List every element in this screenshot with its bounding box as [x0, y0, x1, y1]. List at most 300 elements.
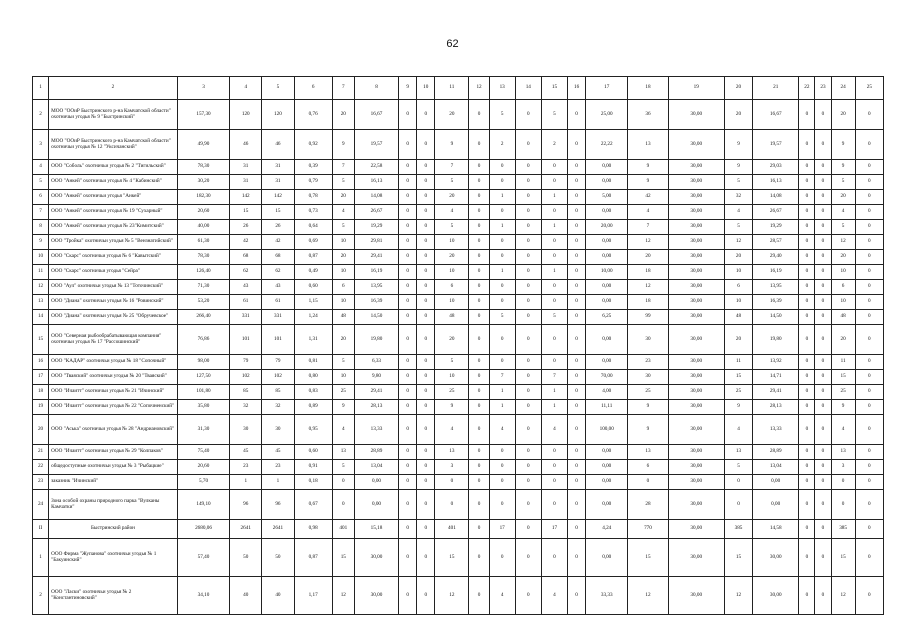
table-cell: 0: [417, 415, 435, 445]
table-cell: 0: [469, 539, 489, 577]
table-cell: 4: [33, 160, 49, 175]
table-cell: 0: [855, 490, 883, 520]
table-cell: 30,00: [753, 539, 799, 577]
table-cell: 0: [628, 475, 668, 490]
table-cell: 5: [541, 100, 567, 130]
table-cell: 99: [628, 310, 668, 325]
table-row: [33, 385, 884, 400]
table-cell: 0: [469, 415, 489, 445]
table-cell: 0: [855, 310, 883, 325]
table-cell: 31: [262, 160, 294, 175]
header-cell: 13: [489, 77, 515, 100]
table-cell: 15: [628, 539, 668, 577]
table-cell: 11,11: [586, 400, 628, 415]
table-cell: 0: [469, 250, 489, 265]
name-cell: ООО "КАДАР" охотничьи угодья № 18 "Сопочный": [49, 355, 178, 370]
table-cell: 30,00: [668, 385, 724, 400]
table-cell: 0: [417, 295, 435, 310]
table-cell: 0: [855, 205, 883, 220]
table-cell: 10: [332, 295, 354, 310]
table-cell: 15: [435, 539, 469, 577]
table-cell: 48: [435, 310, 469, 325]
table-cell: 0: [855, 325, 883, 355]
table-cell: 0,60: [294, 445, 332, 460]
table-cell: 30,00: [354, 539, 398, 577]
table-cell: 770: [628, 520, 668, 539]
table-cell: 0: [417, 280, 435, 295]
name-cell: ООО "Анкей" охотничьи угодья № 4 "Кабинский": [49, 175, 178, 190]
table-cell: 30,00: [668, 295, 724, 310]
table-cell: 0: [399, 325, 417, 355]
table-cell: 5: [435, 355, 469, 370]
table-cell: 98,00: [177, 355, 229, 370]
table-cell: 85: [262, 385, 294, 400]
table-cell: 2641: [262, 520, 294, 539]
table-cell: 3: [435, 460, 469, 475]
table-cell: 0: [799, 539, 815, 577]
table-cell: 31: [230, 160, 262, 175]
table-cell: 4: [332, 205, 354, 220]
table-cell: 0: [815, 175, 831, 190]
table-cell: 0: [469, 370, 489, 385]
table-cell: 13: [628, 445, 668, 460]
table-cell: 0: [568, 475, 586, 490]
table-cell: 16,19: [354, 265, 398, 280]
header-cell: 24: [831, 77, 855, 100]
table-cell: 4: [489, 415, 515, 445]
table-cell: 0: [417, 175, 435, 190]
header-cell: 14: [515, 77, 541, 100]
table-cell: 22: [33, 460, 49, 475]
table-cell: 0: [855, 220, 883, 235]
name-cell: заказник "Ичинский": [49, 475, 178, 490]
header-cell: 9: [399, 77, 417, 100]
table-cell: 53,20: [177, 295, 229, 310]
table-cell: 0: [399, 175, 417, 190]
table-cell: 12: [831, 235, 855, 250]
table-cell: 1,24: [294, 310, 332, 325]
table-cell: 1: [541, 385, 567, 400]
table-cell: 0: [815, 325, 831, 355]
table-cell: 0,39: [294, 160, 332, 175]
table-cell: 0: [815, 490, 831, 520]
table-cell: 0: [568, 520, 586, 539]
table-cell: 0: [855, 370, 883, 385]
table-cell: 0,00: [354, 490, 398, 520]
table-cell: 0: [568, 100, 586, 130]
name-cell: ООО "Анкей" охотничьи угодья № 19 "Сухарный": [49, 205, 178, 220]
table-cell: 6: [33, 190, 49, 205]
table-cell: 0: [515, 460, 541, 475]
table-cell: 30,00: [668, 577, 724, 615]
table-cell: 75,40: [177, 445, 229, 460]
table-cell: 14,08: [354, 190, 398, 205]
header-cell: 11: [435, 77, 469, 100]
table-cell: 12: [628, 577, 668, 615]
table-cell: 5: [724, 175, 752, 190]
name-cell: ООО Фирма "Жупанова" охотничьи угодья № 1 "Бакуинский": [49, 539, 178, 577]
table-cell: 28: [628, 490, 668, 520]
table-cell: 31,30: [177, 415, 229, 445]
table-cell: 0: [417, 355, 435, 370]
table-cell: 0: [855, 400, 883, 415]
table-cell: 10: [724, 265, 752, 280]
name-cell: ООО "Ичаитт" охотничьи угодья № 22 "Сопочненский": [49, 400, 178, 415]
table-cell: 0,92: [294, 130, 332, 160]
table-cell: 20: [724, 250, 752, 265]
table-cell: 0: [417, 205, 435, 220]
table-cell: 20: [435, 190, 469, 205]
table-row: [33, 460, 884, 475]
table-cell: 9: [628, 400, 668, 415]
table-cell: 79: [262, 355, 294, 370]
table-cell: 12: [332, 577, 354, 615]
header-cell: 19: [668, 77, 724, 100]
table-cell: 30,00: [668, 370, 724, 385]
table-cell: 5: [489, 100, 515, 130]
table-cell: 0: [815, 475, 831, 490]
header-cell: 10: [417, 77, 435, 100]
table-cell: 6,33: [354, 355, 398, 370]
table-cell: 0: [799, 460, 815, 475]
table-row: [33, 235, 884, 250]
table-cell: 0: [568, 130, 586, 160]
table-cell: 0,49: [294, 265, 332, 280]
table-cell: 0: [799, 100, 815, 130]
table-cell: 0: [799, 280, 815, 295]
table-cell: 0: [855, 280, 883, 295]
table-cell: 0: [417, 400, 435, 415]
table-cell: 0: [469, 520, 489, 539]
table-cell: 10: [435, 265, 469, 280]
table-cell: 0: [469, 160, 489, 175]
table-cell: 0: [815, 220, 831, 235]
table-cell: 57,40: [177, 539, 229, 577]
table-cell: 9: [435, 400, 469, 415]
table-cell: 2680,06: [177, 520, 229, 539]
table-cell: 0: [799, 355, 815, 370]
table-cell: 33,33: [586, 577, 628, 615]
table-cell: 0: [568, 235, 586, 250]
table-cell: 61,30: [177, 235, 229, 250]
table-cell: 126,40: [177, 265, 229, 280]
table-cell: 19,29: [753, 220, 799, 235]
name-cell: ООО "Ичаитт" охотничьи угодья № 21 "Ичинский": [49, 385, 178, 400]
table-cell: 142: [230, 190, 262, 205]
table-cell: 13: [332, 445, 354, 460]
table-cell: 0,83: [294, 385, 332, 400]
name-cell: Быстринский район: [49, 520, 178, 539]
table-row: [33, 190, 884, 205]
table-cell: 7: [435, 160, 469, 175]
table-cell: 0,00: [586, 460, 628, 475]
table-cell: 0,91: [294, 460, 332, 475]
table-cell: 35,80: [177, 400, 229, 415]
header-cell: 15: [541, 77, 567, 100]
table-cell: 0: [799, 385, 815, 400]
table-cell: 0: [417, 490, 435, 520]
table-cell: 0: [417, 130, 435, 160]
table-cell: 30,00: [668, 310, 724, 325]
header-cell: 3: [177, 77, 229, 100]
table-cell: 16,13: [753, 175, 799, 190]
table-cell: 26: [262, 220, 294, 235]
table-cell: 28,13: [354, 400, 398, 415]
table-cell: 6: [831, 280, 855, 295]
table-cell: 4: [489, 577, 515, 615]
table-cell: 2: [489, 130, 515, 160]
table-cell: 24: [33, 490, 49, 520]
table-cell: 0: [568, 385, 586, 400]
table-cell: 0: [799, 445, 815, 460]
table-cell: 0: [515, 100, 541, 130]
table-cell: 29,41: [753, 385, 799, 400]
table-cell: 0: [417, 539, 435, 577]
table-cell: 0: [799, 205, 815, 220]
table-cell: 23: [262, 460, 294, 475]
table-cell: 49,90: [177, 130, 229, 160]
table-cell: 16,19: [753, 265, 799, 280]
table-cell: 5: [332, 460, 354, 475]
table-cell: 127,50: [177, 370, 229, 385]
table-cell: 22,58: [354, 160, 398, 175]
table-cell: 0: [515, 415, 541, 445]
table-cell: 0,64: [294, 220, 332, 235]
table-cell: 30,00: [668, 205, 724, 220]
table-cell: 25,00: [586, 100, 628, 130]
header-cell: 4: [230, 77, 262, 100]
table-cell: 0: [417, 577, 435, 615]
table-cell: 26: [230, 220, 262, 235]
name-cell: ООО "Ичаитт" охотничьи угодья № 29 "Колпаков": [49, 445, 178, 460]
table-cell: 30,20: [177, 175, 229, 190]
table-cell: 101: [262, 325, 294, 355]
table-cell: 8: [33, 220, 49, 235]
table-cell: 0,00: [586, 475, 628, 490]
table-cell: 0,76: [294, 100, 332, 130]
table-cell: 0: [515, 325, 541, 355]
table-cell: 79: [230, 355, 262, 370]
table-cell: 5,70: [177, 475, 229, 490]
table-cell: 385: [831, 520, 855, 539]
table-cell: 0,00: [586, 295, 628, 310]
table-cell: 4: [435, 205, 469, 220]
table-row: [33, 520, 884, 539]
table-cell: 7: [33, 205, 49, 220]
table-cell: 30,00: [668, 520, 724, 539]
table-cell: 30,00: [668, 355, 724, 370]
table-cell: 20: [831, 325, 855, 355]
table-row: [33, 475, 884, 490]
table-cell: 5: [724, 220, 752, 235]
table-cell: 16,67: [753, 100, 799, 130]
table-cell: 0,18: [294, 475, 332, 490]
name-cell: ООО "Диана" охотничьи угодья № 25 "Обручевское": [49, 310, 178, 325]
table-cell: 10: [33, 250, 49, 265]
table-cell: 3: [831, 460, 855, 475]
table-cell: 1: [489, 265, 515, 280]
table-cell: 30,00: [668, 235, 724, 250]
table-cell: 0: [855, 130, 883, 160]
table-cell: 0: [855, 475, 883, 490]
table-cell: 34,10: [177, 577, 229, 615]
table-cell: 15: [724, 370, 752, 385]
table-cell: 9: [724, 400, 752, 415]
table-cell: 1: [541, 265, 567, 280]
table-cell: 0: [417, 250, 435, 265]
table-cell: 40,00: [177, 220, 229, 235]
table-cell: 50: [262, 539, 294, 577]
table-cell: 0: [417, 190, 435, 205]
table-cell: 5: [541, 310, 567, 325]
table-cell: 0: [435, 490, 469, 520]
table-cell: 13: [33, 295, 49, 310]
table-cell: 96: [262, 490, 294, 520]
table-cell: 9: [33, 235, 49, 250]
table-cell: 9: [435, 130, 469, 160]
table-cell: 0,00: [586, 355, 628, 370]
table-cell: 0: [399, 460, 417, 475]
table-cell: 0,00: [586, 280, 628, 295]
table-cell: 0: [469, 220, 489, 235]
table-cell: 0: [799, 235, 815, 250]
table-cell: 101: [230, 325, 262, 355]
table-cell: 13: [435, 445, 469, 460]
table-cell: 10: [724, 295, 752, 310]
table-cell: 0: [815, 415, 831, 445]
table-cell: 30,00: [668, 160, 724, 175]
table-cell: 0: [399, 400, 417, 415]
table-cell: 0,87: [294, 250, 332, 265]
table-cell: 76,86: [177, 325, 229, 355]
table-row: [33, 130, 884, 160]
table-cell: 7: [541, 370, 567, 385]
table-row: [33, 445, 884, 460]
table-cell: 0: [568, 310, 586, 325]
table-cell: 0: [399, 250, 417, 265]
table-cell: 0: [799, 130, 815, 160]
table-cell: 20: [332, 250, 354, 265]
table-row: [33, 490, 884, 520]
name-cell: ООО "Анкей" охотничьи угодья "Анкей": [49, 190, 178, 205]
table-cell: 0: [541, 175, 567, 190]
table-cell: 0: [815, 310, 831, 325]
table-cell: 5: [332, 175, 354, 190]
table-cell: 71,30: [177, 280, 229, 295]
table-cell: 19,57: [354, 130, 398, 160]
table-cell: 14,71: [753, 370, 799, 385]
table-cell: 0: [541, 235, 567, 250]
table-cell: 9: [332, 400, 354, 415]
table-cell: 43: [230, 280, 262, 295]
table-cell: 5,00: [586, 190, 628, 205]
table-cell: 0: [815, 295, 831, 310]
table-cell: 0: [815, 205, 831, 220]
table-cell: 0: [515, 385, 541, 400]
table-cell: 0: [815, 130, 831, 160]
table-cell: 9: [628, 415, 668, 445]
table-cell: 0: [515, 190, 541, 205]
table-cell: 0: [815, 100, 831, 130]
table-cell: 0: [515, 205, 541, 220]
table-cell: 0: [399, 295, 417, 310]
name-cell: ООО "Скарс" охотничьи угодья "Сейра": [49, 265, 178, 280]
table-cell: 30: [628, 370, 668, 385]
table-cell: 0: [815, 235, 831, 250]
table-cell: 0: [469, 475, 489, 490]
table-cell: 0: [469, 190, 489, 205]
table-cell: 0: [469, 400, 489, 415]
table-cell: 9: [724, 130, 752, 160]
table-cell: 0: [515, 295, 541, 310]
table-cell: 32: [230, 400, 262, 415]
table-row: [33, 310, 884, 325]
table-cell: 0: [515, 520, 541, 539]
table-cell: 0: [541, 325, 567, 355]
table-cell: 0: [815, 370, 831, 385]
table-cell: 20: [831, 100, 855, 130]
table-cell: 0: [568, 445, 586, 460]
table-cell: 6: [435, 280, 469, 295]
table-cell: 0: [489, 475, 515, 490]
table-cell: 0: [855, 295, 883, 310]
table-cell: 16,13: [354, 175, 398, 190]
name-cell: ООО "Ласки" охотничьи угодья № 2 "Константиновский": [49, 577, 178, 615]
table-cell: 0: [417, 370, 435, 385]
table-cell: 0: [799, 577, 815, 615]
table-cell: 0: [568, 415, 586, 445]
table-cell: 20,60: [177, 460, 229, 475]
table-cell: 0: [515, 175, 541, 190]
table-cell: 0: [799, 310, 815, 325]
table-row: [33, 160, 884, 175]
table-cell: 22,22: [586, 130, 628, 160]
table-cell: 5: [489, 310, 515, 325]
name-cell: МОО "ООиР Быстринского р-на Камчатской области" охотничьи угодья № 12 "Уксичанский": [49, 130, 178, 160]
table-cell: 0: [515, 265, 541, 280]
table-cell: 101,80: [177, 385, 229, 400]
table-cell: 0: [469, 385, 489, 400]
table-cell: 0: [855, 250, 883, 265]
table-cell: 30,00: [668, 539, 724, 577]
table-cell: 32: [724, 190, 752, 205]
table-cell: 0: [724, 475, 752, 490]
table-cell: 0: [469, 310, 489, 325]
table-cell: 0: [568, 265, 586, 280]
table-cell: 0: [799, 370, 815, 385]
table-cell: 7: [332, 160, 354, 175]
table-cell: 0: [417, 445, 435, 460]
table-cell: 20: [435, 100, 469, 130]
table-cell: 9: [831, 160, 855, 175]
table-cell: 0: [855, 385, 883, 400]
table-cell: 1: [489, 220, 515, 235]
table-cell: 0: [568, 220, 586, 235]
header-cell: 8: [354, 77, 398, 100]
table-cell: 102: [230, 370, 262, 385]
header-cell: 18: [628, 77, 668, 100]
table-cell: 0: [399, 310, 417, 325]
table-cell: 0: [489, 460, 515, 475]
table-cell: 0: [831, 475, 855, 490]
table-cell: 120: [262, 100, 294, 130]
table-cell: 0: [799, 160, 815, 175]
table-cell: 0: [815, 160, 831, 175]
table-cell: 0: [515, 310, 541, 325]
table-cell: 5: [831, 175, 855, 190]
table-cell: 17: [489, 520, 515, 539]
table-cell: 1: [489, 190, 515, 205]
